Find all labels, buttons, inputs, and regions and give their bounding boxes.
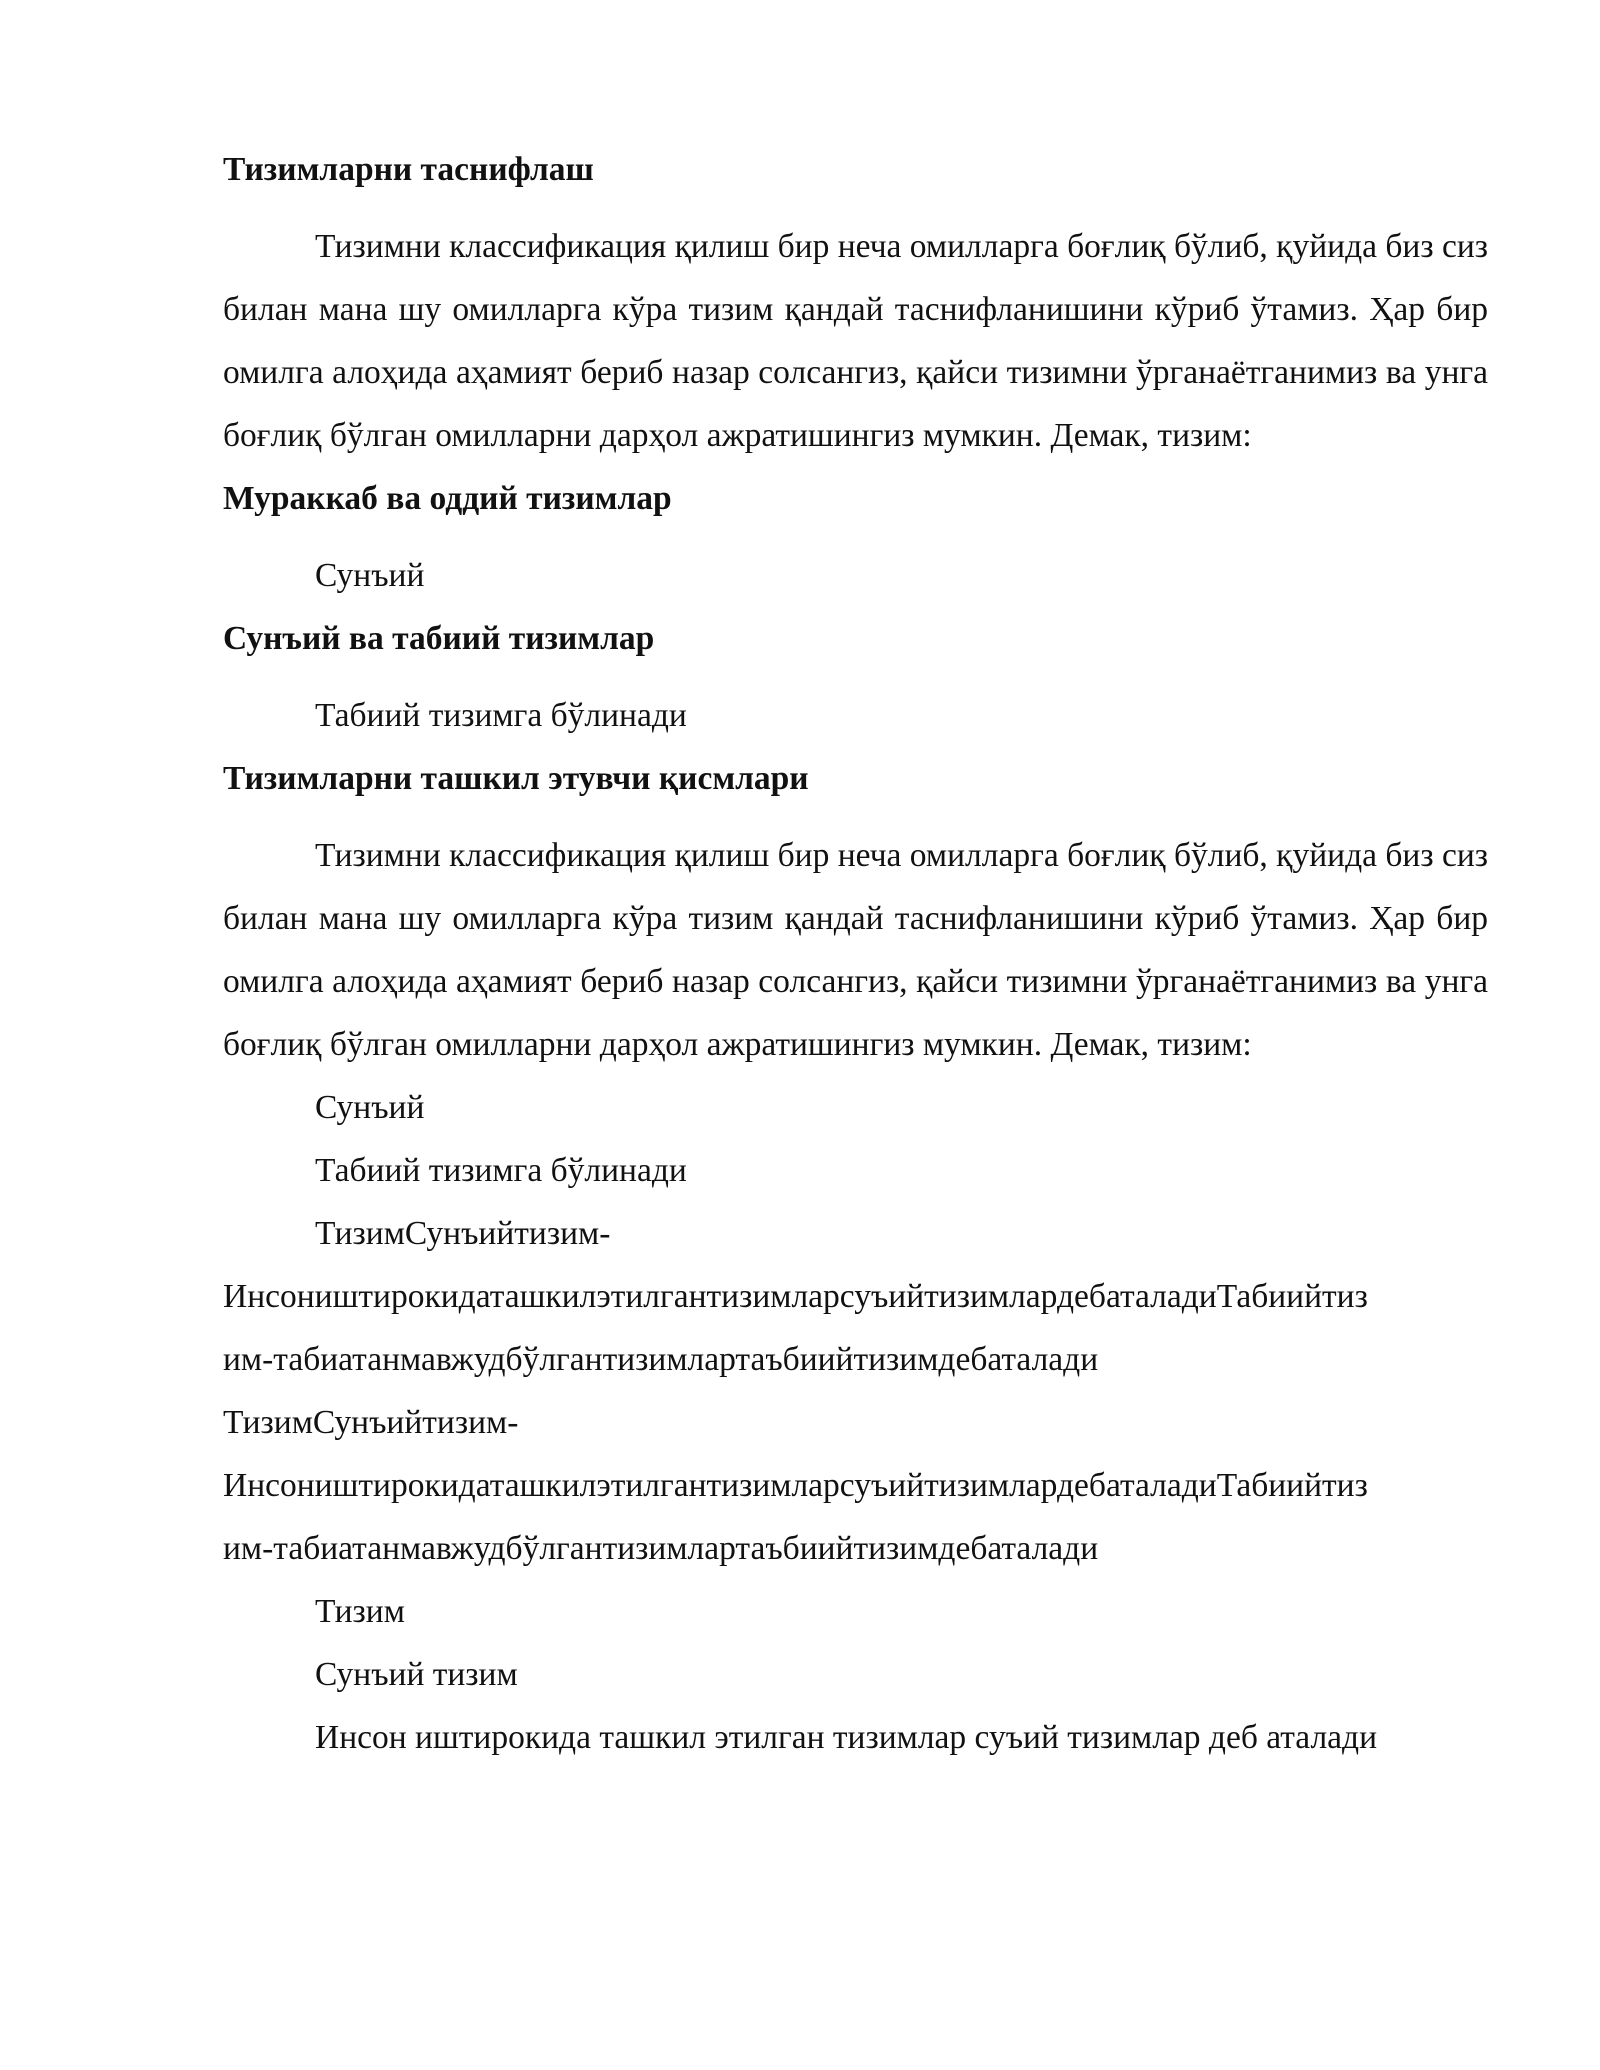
- section-heading-complex-simple: Мураккаб ва оддий тизимлар: [223, 480, 672, 517]
- section-heading-components: Тизимларни ташкил этувчи қисмлари: [223, 760, 809, 797]
- list-item: Сунъий тизим: [315, 1656, 518, 1693]
- section-heading-classification: Тизимларни таснифлаш: [223, 151, 594, 188]
- merged-text-line: ИнсоништирокидаташкилэтилгантизимларсуъийтизимлардебаталадиТабиийтиз: [223, 1467, 1368, 1504]
- section-heading-artificial-natural: Сунъий ва табиий тизимлар: [223, 620, 655, 657]
- merged-text-line: ТизимСунъийтизим-: [315, 1215, 611, 1252]
- paragraph-classification: Тизимни классификация қилиш бир неча омилларга боғлиқ бўлиб, қуйида биз сиз билан мана шу омилларга кўра тизим қандай таснифланишини кўриб ўтамиз. Ҳар бир омилга алоҳида аҳамият бериб назар солсангиз, қайси тизимни ўрганаётганимиз ва унга боғлиқ бўлган омилларни дарҳол ажратишингиз мумкин. Демак, тизим:: [223, 228, 1488, 454]
- list-item: Тизим: [315, 1593, 405, 1630]
- merged-text-line: ТизимСунъийтизим-: [223, 1404, 519, 1441]
- list-item: Инсон иштирокида ташкил этилган тизимлар суъий тизимлар деб аталади: [315, 1719, 1378, 1756]
- list-item: Сунъий: [315, 557, 425, 594]
- list-item: Табиий тизимга бўлинади: [315, 1152, 687, 1189]
- document-page: [223, 138, 1488, 1769]
- list-item: Табиий тизимга бўлинади: [315, 697, 687, 734]
- merged-text-line: им-табиатанмавжудбўлгантизимлартаъбиийтизимдебаталади: [223, 1341, 1099, 1378]
- merged-text-line: им-табиатанмавжудбўлгантизимлартаъбиийтизимдебаталади: [223, 1530, 1099, 1567]
- list-item: Сунъий: [315, 1089, 425, 1126]
- merged-text-line: ИнсоништирокидаташкилэтилгантизимларсуъийтизимлардебаталадиТабиийтиз: [223, 1278, 1368, 1315]
- paragraph-components: Тизимни классификация қилиш бир неча омилларга боғлиқ бўлиб, қуйида биз сиз билан мана шу омилларга кўра тизим қандай таснифланишини кўриб ўтамиз. Ҳар бир омилга алоҳида аҳамият бериб назар солсангиз, қайси тизимни ўрганаётганимиз ва унга боғлиқ бўлган омилларни дарҳол ажратишингиз мумкин. Демак, тизим:: [223, 837, 1488, 1063]
